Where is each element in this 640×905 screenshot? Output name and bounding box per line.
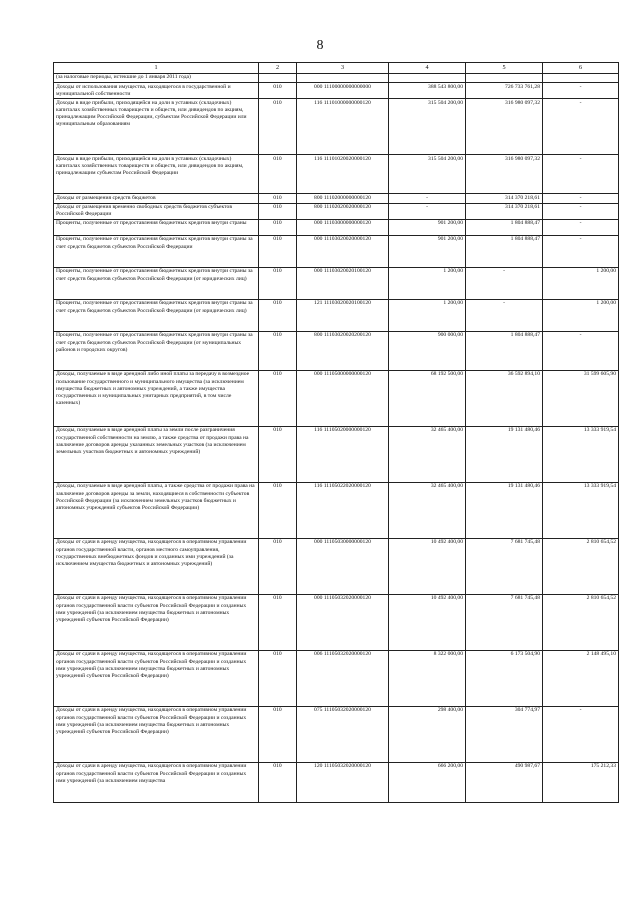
row-name: Доходы от сдачи в аренду имущества, находящегося в оперативном управлении органов государственной власти субъектов Российской Федерации и созданных ими учреждений (за исключением имущества бюджетных и автономных учреждений субъектов Российской Федерации) [54,594,259,650]
row-approved-value: 900 000,00 [389,331,466,370]
table-row [54,203,619,219]
column-header-row [54,63,619,74]
row-name: Доходы от сдачи в аренду имущества, находящегося в оперативном управлении органов государственной власти субъектов Российской Федерации и созданных ими учреждений (за исключением имущества бюджетных и автономных учреждений субъектов Российской Федерации) [54,706,259,762]
row-classification-code: 000 11103020020000120 [297,235,389,267]
row-unexecuted-value: 2 810 654,52 [543,594,619,650]
row-line-code: 010 [259,83,297,99]
table-row [54,83,619,99]
table-body [54,73,619,802]
row-classification-code: 006 11105032020000120 [297,650,389,706]
row-line-code: 010 [259,482,297,538]
page-number: 8 [316,38,324,53]
column-header: 2 [259,63,297,74]
row-executed-value: 314 370 218,61 [466,194,543,203]
row-name: Доходы от размещения временно свободных средств бюджетов субъектов Российской Федерации [54,203,259,219]
row-executed-value: 6 173 504,90 [466,650,543,706]
row-name: Доходы от сдачи в аренду имущества, находящегося в оперативном управлении органов государственной власти, органов местного самоуправления, государственных внебюджетных фондов и созданных ими учреждений (за исключением имущества бюджетных и автономных учреждений) [54,538,259,594]
row-name: Проценты, полученные от предоставления бюджетных кредитов внутри страны [54,219,259,235]
table-row [54,331,619,370]
row-line-code: 010 [259,331,297,370]
row-unexecuted-value: 2 148 495,10 [543,650,619,706]
row-name: Проценты, полученные от предоставления бюджетных кредитов внутри страны за счет средств бюджетов субъектов Российской Федерации (от юридических лиц) [54,267,259,299]
row-approved-value: 1 200,00 [389,299,466,331]
table-row [54,706,619,762]
row-unexecuted-value: - [543,155,619,194]
row-unexecuted-value: 13 333 919,54 [543,482,619,538]
row-name: Проценты, полученные от предоставления бюджетных кредитов внутри страны за счет средств бюджетов субъектов Российской Федерации (от юридических лиц) [54,299,259,331]
column-header: 4 [389,63,466,74]
row-line-code: 010 [259,594,297,650]
row-executed-value: 19 131 480,46 [466,426,543,482]
row-classification-code: 116 11101000000000120 [297,99,389,155]
row-executed-value: 304 774,97 [466,706,543,762]
row-approved-value: 315 504 200,00 [389,99,466,155]
row-unexecuted-value: - [543,83,619,99]
subheader-text: (за налоговые периоды, истекшие до 1 января 2011 года) [54,73,259,82]
row-classification-code: 000 11100000000000000 [297,83,389,99]
row-line-code: 010 [259,426,297,482]
row-line-code: 010 [259,370,297,426]
row-approved-value: 298 400,00 [389,706,466,762]
row-unexecuted-value: - [543,203,619,219]
table-subheader-row [54,73,619,82]
row-name: Проценты, полученные от предоставления бюджетных кредитов внутри страны за счет средств бюджетов субъектов Российской Федерации [54,235,259,267]
row-approved-value: 10 492 400,00 [389,538,466,594]
row-classification-code: 120 11105032020000120 [297,762,389,802]
table-row [54,99,619,155]
row-classification-code: 000 11103000000000120 [297,219,389,235]
row-executed-value: 1 804 888,47 [466,235,543,267]
revenue-table [53,62,619,803]
row-line-code: 010 [259,762,297,802]
row-name: Доходы от использования имущества, находящегося в государственной и муниципальной собственности [54,83,259,99]
row-line-code: 010 [259,194,297,203]
row-approved-value: 901 200,00 [389,235,466,267]
row-line-code: 010 [259,650,297,706]
row-approved-value: 32 465 400,00 [389,482,466,538]
row-approved-value: 666 200,00 [389,762,466,802]
row-approved-value: 1 200,00 [389,267,466,299]
row-name: Доходы от сдачи в аренду имущества, находящегося в оперативном управлении органов государственной власти субъектов Российской Федерации и созданных ими учреждений (за исключением имущества [54,762,259,802]
table-row [54,219,619,235]
row-name: Доходы от сдачи в аренду имущества, находящегося в оперативном управлении органов государственной власти субъектов Российской Федерации и созданных ими учреждений (за исключением имущества бюджетных и автономных учреждений субъектов Российской Федерации) [54,650,259,706]
table-row [54,426,619,482]
row-line-code: 010 [259,99,297,155]
row-unexecuted-value: - [543,219,619,235]
row-executed-value: 36 592 894,10 [466,370,543,426]
row-classification-code: 000 11105000000000120 [297,370,389,426]
row-line-code: 010 [259,203,297,219]
row-unexecuted-value: 31 599 605,90 [543,370,619,426]
column-header: 5 [466,63,543,74]
table-row [54,762,619,802]
row-unexecuted-value: 1 200,00 [543,299,619,331]
row-approved-value: 388 543 800,00 [389,83,466,99]
row-approved-value: 68 192 500,00 [389,370,466,426]
row-classification-code: 800 11102020020000120 [297,203,389,219]
row-line-code: 010 [259,299,297,331]
row-executed-value: 726 733 761,28 [466,83,543,99]
row-executed-value: - [466,267,543,299]
row-classification-code: 121 11103020020100120 [297,299,389,331]
row-classification-code: 000 11105032020000120 [297,594,389,650]
row-approved-value: 901 200,00 [389,219,466,235]
row-executed-value: 19 131 480,46 [466,482,543,538]
row-approved-value: 10 492 400,00 [389,594,466,650]
row-name: Доходы в виде прибыли, приходящейся на доли в уставных (складочных) капиталах хозяйственных товариществ и обществ, или дивидендов по акциям, принадлежащим Российской Федерации, субъектам Российской Федерации или муниципальным образованиям [54,99,259,155]
row-executed-value: - [466,299,543,331]
row-unexecuted-value: 13 333 919,54 [543,426,619,482]
row-line-code: 010 [259,706,297,762]
row-approved-value: - [389,203,466,219]
row-line-code: 010 [259,267,297,299]
row-unexecuted-value: 1 200,00 [543,267,619,299]
table-row [54,650,619,706]
row-approved-value: 8 322 000,00 [389,650,466,706]
row-classification-code: 000 11103020020100120 [297,267,389,299]
row-classification-code: 000 11105030000000120 [297,538,389,594]
table-row [54,538,619,594]
row-executed-value: 490 987,67 [466,762,543,802]
row-executed-value: 1 804 888,47 [466,331,543,370]
row-executed-value: 1 804 888,47 [466,219,543,235]
table-row [54,155,619,194]
row-unexecuted-value: - [543,331,619,370]
row-approved-value: 315 504 200,00 [389,155,466,194]
row-unexecuted-value: 175 212,33 [543,762,619,802]
row-classification-code: 075 11105032020000120 [297,706,389,762]
row-name: Доходы от размещения средств бюджетов [54,194,259,203]
row-unexecuted-value: - [543,706,619,762]
row-name: Проценты, полученные от предоставления бюджетных кредитов внутри страны за счет средств бюджетов субъектов Российской Федерации (от муниципальных районов и городских округов) [54,331,259,370]
row-name: Доходы, получаемые в виде арендной платы, а также средства от продажи права на заключение договоров аренды за земли, находящиеся в собственности субъектов Российской Федерации (за исключением земельных участков бюджетных и автономных учреждений субъектов Российской Федерации) [54,482,259,538]
row-classification-code: 116 11101020020000120 [297,155,389,194]
row-unexecuted-value: - [543,99,619,155]
row-executed-value: 314 370 218,61 [466,203,543,219]
table-row [54,267,619,299]
table-row [54,594,619,650]
row-line-code: 010 [259,235,297,267]
table-row [54,235,619,267]
row-unexecuted-value: - [543,194,619,203]
row-unexecuted-value: - [543,235,619,267]
row-classification-code: 116 11105020000000120 [297,426,389,482]
row-name: Доходы, получаемые в виде арендной платы за земли после разграничения государственной собственности на землю, а также средства от продажи права на заключение договоров аренды указанных земельных участков (за исключением земельных участков бюджетных и автономных учреждений) [54,426,259,482]
row-classification-code: 800 11102000000000120 [297,194,389,203]
row-line-code: 010 [259,155,297,194]
table-row [54,370,619,426]
row-executed-value: 7 681 745,48 [466,594,543,650]
row-unexecuted-value: 2 810 654,52 [543,538,619,594]
row-executed-value: 316 980 097,32 [466,155,543,194]
row-name: Доходы, получаемые в виде арендной либо иной платы за передачу в возмездное пользование государственного и муниципального имущества (за исключением имущества бюджетных и автономных учреждений, а также имущества государственных и муниципальных унитарных предприятий, в том числе казенных) [54,370,259,426]
row-classification-code: 800 11103020020200120 [297,331,389,370]
row-line-code: 010 [259,538,297,594]
table-row [54,482,619,538]
row-name: Доходы в виде прибыли, приходящейся на доли в уставных (складочных) капиталах хозяйственных товариществ и обществ, или дивидендов по акциям, принадлежащим субъектам Российской Федерации [54,155,259,194]
table-row [54,194,619,203]
row-line-code: 010 [259,219,297,235]
column-header: 6 [543,63,619,74]
row-classification-code: 116 11105022020000120 [297,482,389,538]
column-header: 3 [297,63,389,74]
row-approved-value: - [389,194,466,203]
column-header: 1 [54,63,259,74]
table-row [54,299,619,331]
row-executed-value: 7 681 745,48 [466,538,543,594]
row-executed-value: 316 980 097,32 [466,99,543,155]
row-approved-value: 32 465 400,00 [389,426,466,482]
